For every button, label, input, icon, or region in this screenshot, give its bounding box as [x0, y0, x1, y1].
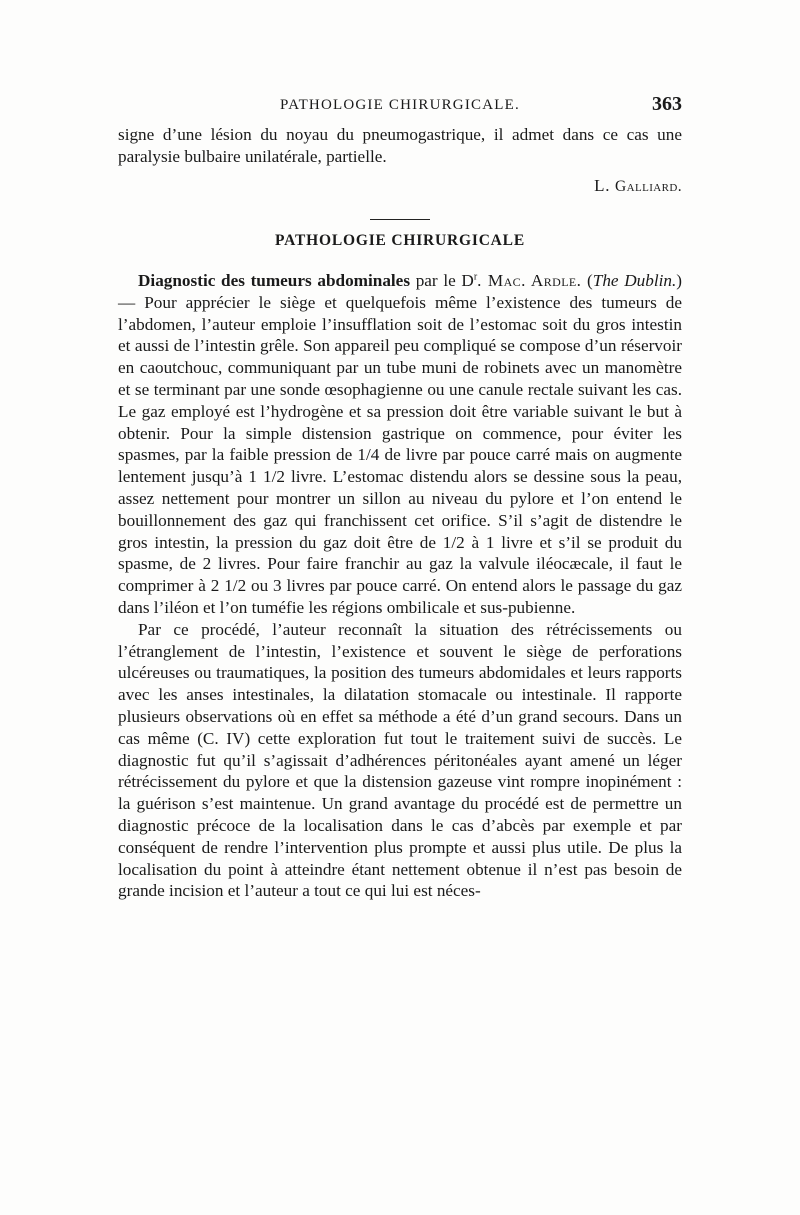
signature [594, 176, 682, 196]
previous-article-ending [118, 124, 682, 168]
section-divider [370, 219, 430, 220]
author-name: . Mac. Ardle. [477, 271, 582, 290]
article-paragraph-2: Par ce procédé, l’auteur reconnaît la situation des rétrécissements ou l’étranglement de l’intestin, l’existence et souvent le siège de perforations ulcéreuses ou traumatiques, la position des tumeurs abdomidales et leurs rapports avec les anses intestinales, la dilatation stomacale ou intestinale. Il rapporte plusieurs observations où en effet sa méthode a été d’un grand secours. Dans un cas même (C. IV) cette exploration fut tout le traitement suivi de succès. Le diagnostic fut qu’il s’agissait d’adhérences péritonéales ayant amené un léger rétrécissement du pylore et que la distension gazeuse vint rompre inopinément : la guérison s’est maintenue. Un grand avantage du procédé est de permettre un diagnostic précoce de la localisation dans le cas d’abcès par exemple et par conséquent de rendre l’intervention plus prompte et aussi plus utile. De plus la localisation du point à atteindre étant nettement obtenue il n’est pas besoin de grande incision et l’auteur a tout ce qui lui est néces- [118, 619, 682, 901]
journal-source: The Dublin. [592, 271, 677, 290]
author-title-sup: r [473, 271, 478, 283]
signature-initial: L. [594, 176, 611, 195]
signature-name: Galliard. [615, 178, 682, 195]
article-paragraph-1 [118, 270, 682, 619]
page-number: 363 [652, 93, 682, 115]
running-head [118, 93, 682, 119]
source-open: ( [581, 271, 593, 290]
running-title: PATHOLOGIE CHIRURGICALE. [280, 97, 520, 113]
author-intro: par le D [410, 271, 474, 290]
previous-article-text: signe d’une lésion du noyau du pneumogastrique, il admet dans ce cas une paralysie bulbaire unilatérale, partielle. [118, 125, 682, 166]
section-heading: PATHOLOGIE CHIRURGICALE [275, 232, 525, 249]
article-title: Diagnostic des tumeurs abdominales [138, 271, 411, 290]
article-body-start: )— Pour apprécier le siège et quelquefois même l’existence des tumeurs de l’abdomen, l’auteur emploie l’insufflation soit de l’estomac soit du gros intestin et aussi de l’intestin grêle. Son appareil peu compliqué se compose d’un réservoir en caoutchouc, communiquant par un tube muni de robinets avec un manomètre et se terminant par une sonde œsophagienne ou une canule rectale suivant les cas. Le gaz employé est l’hydrogène et sa pression doit être variable suivant le but à obtenir. Pour la simple distension gastrique on commence, pour éviter les spasmes, par la faible pression de 1/4 de livre par pouce carré mais on augmente lentement jusqu’à 1 1/2 livre. L’estomac distendu alors se dessine sous la peau, assez nettement pour montrer un sillon au niveau du pylore et l’on entend le bouillonnement des gaz qui franchissent cet orifice. S’il s’agit de distendre le gros intestin, la pression du gaz doit être de 1/2 à 1 livre et s’il se produit du spasme, de 2 livres. Pour faire franchir au gaz la valvule iléocæcale, il faut le comprimer à 2 1/2 ou 3 livres par pouce carré. On entend alors le passage du gaz dans l’iléon et l’on tuméfie les régions ombilicale et sus-pubienne. [118, 271, 683, 617]
article [118, 270, 682, 902]
